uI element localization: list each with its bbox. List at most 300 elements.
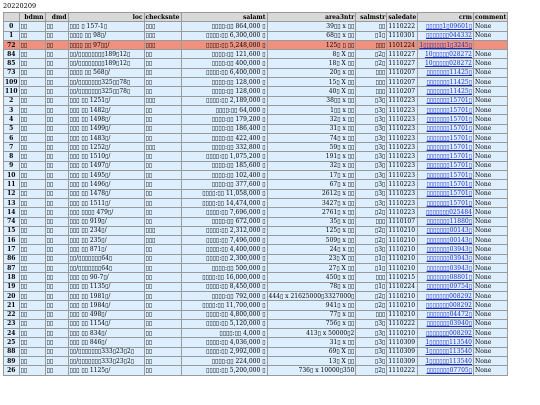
table-row[interactable] — [4, 87, 508, 96]
salamt-cell: ▯▯▯▯:▯▯ 186,400 ▯ — [181, 124, 267, 133]
row-index-cell: 24 — [4, 329, 20, 338]
saledate-cell: 1110223 — [387, 189, 418, 198]
crm-link[interactable]: ▯▯▯▯▯▯▯00143▯ — [418, 226, 474, 235]
bdmn-cell: ▯▯ — [19, 189, 45, 198]
column-header-comment[interactable]: comment — [475, 13, 507, 21]
table-row[interactable] — [4, 180, 508, 189]
saledate-cell: 1110223 — [387, 171, 418, 180]
salmstr-cell: ▯3▯ — [356, 198, 387, 207]
table-row[interactable] — [4, 254, 508, 263]
crm-link[interactable]: ▯▯▯▯▯▯▯03943▯ — [418, 245, 474, 254]
loc-cell: ▯▯▯ ▯▯ 1135▯/ — [68, 282, 144, 291]
saledate-cell: 1110222 — [387, 22, 418, 31]
checksnte-cell: ▯▯ — [144, 87, 181, 96]
row-index-cell: 72 — [4, 40, 20, 49]
salamt-cell: ▯▯▯▯:▯▯ 2,992,000 ▯ — [181, 347, 267, 356]
salmstr-cell: ▯2▯ — [356, 291, 387, 300]
row-index-cell: 14 — [4, 208, 20, 217]
checksnte-cell: ▯▯ — [144, 189, 181, 198]
crm-link[interactable]: ▯▯▯▯▯▯▯11425▯ — [418, 68, 474, 77]
checksnte-cell: ▯▯ — [144, 152, 181, 161]
dmd-cell: ▯▯ — [45, 78, 68, 87]
dmd-cell: ▯▯ — [45, 329, 68, 338]
row-index-cell: 23 — [4, 319, 20, 328]
dmd-cell: ▯▯ — [45, 161, 68, 170]
salmstr-cell: ▯2▯ — [356, 301, 387, 310]
loc-cell: ▯▯▯ ▯▯ 1984▯/ — [68, 301, 144, 310]
table-row[interactable] — [4, 161, 508, 170]
saledate-cell: 1110222 — [387, 366, 418, 375]
page-title: 20220209 — [3, 2, 37, 10]
saledate-cell: 1110309 — [387, 338, 418, 347]
salamt-cell: ▯▯▯▯:▯▯ 11,700,000 ▯ — [181, 301, 267, 310]
dmd-cell: ▯▯ — [45, 143, 68, 152]
loc-cell: ▯▯▯ ▯▯ 498▯/ — [68, 310, 144, 319]
loc-cell: ▯▯▯ ▯▯▯▯ 479▯/ — [68, 208, 144, 217]
comment-cell: None — [474, 78, 508, 87]
salmstr-cell: ▯3▯ — [356, 143, 387, 152]
comment-cell: None — [474, 189, 508, 198]
checksnte-cell: ▯▯ — [144, 338, 181, 347]
salamt-cell: ▯▯▯▯:▯▯ 4,400,000 ▯ — [181, 245, 267, 254]
checksnte-cell: ▯▯ — [144, 68, 181, 77]
loc-cell: ▯▯▯ ▯ 157-1▯ — [68, 22, 144, 31]
crm-link[interactable]: ▯▯▯▯▯▯▯15701▯ — [418, 171, 474, 180]
salmstr-cell: ▯3▯ — [356, 96, 387, 105]
dmd-cell: ▯▯ — [45, 124, 68, 133]
salmstr-cell: ▯3▯ — [356, 124, 387, 133]
table-row[interactable] — [4, 291, 508, 300]
row-index-cell: 17 — [4, 245, 20, 254]
area-cell: 32▯ x ▯▯ — [267, 161, 356, 170]
crm-link[interactable]: ▯▯▯▯▯▯▯11880▯ — [418, 217, 474, 226]
crm-link[interactable]: 1▯▯▯▯▯▯113540 — [418, 338, 474, 347]
area-cell: 1▯▯ x ▯▯ — [267, 105, 356, 114]
bdmn-cell: ▯▯ — [19, 68, 45, 77]
row-index-cell: 20 — [4, 291, 20, 300]
row-index-cell: 110 — [5, 88, 18, 96]
saledate-cell: 1110210 — [387, 245, 418, 254]
bdmn-cell: ▯▯ — [19, 226, 45, 235]
area-cell: 450▯ x ▯▯ — [267, 273, 356, 282]
table-row[interactable] — [4, 78, 508, 87]
dmd-cell: ▯▯ — [45, 217, 68, 226]
table-row[interactable] — [4, 217, 508, 226]
table-row[interactable] — [4, 356, 508, 365]
row-index-cell: 8 — [4, 152, 20, 161]
dmd-cell: ▯▯ — [45, 171, 68, 180]
bdmn-cell: ▯▯ — [19, 152, 45, 161]
dmd-cell: ▯▯ — [45, 356, 68, 365]
crm-link[interactable]: ▯▯▯▯▯▯▯15701▯ — [418, 161, 474, 170]
salamt-cell: ▯▯▯▯:▯▯ 7,496,000 ▯ — [181, 236, 267, 245]
loc-cell: ▯▯▯ ▯▯ 235▯/ — [68, 236, 144, 245]
salmstr-cell: ▯2▯ — [356, 226, 387, 235]
bdmn-cell: ▯▯ — [19, 301, 45, 310]
dmd-cell: ▯▯ — [45, 264, 68, 273]
loc-cell: ▯▯▯ ▯▯ 846▯/ — [68, 338, 144, 347]
area-cell: 736▯ x 10000▯350 — [267, 366, 356, 375]
salmstr-cell: ▯2▯ — [356, 208, 387, 217]
salamt-cell: ▯▯▯▯:▯▯ 128,000 ▯ — [181, 87, 267, 96]
dmd-cell: ▯▯ — [45, 152, 68, 161]
saledate-cell: 1110223 — [387, 96, 418, 105]
table-row[interactable] — [4, 245, 508, 254]
crm-link[interactable]: ▯▯▯▯▯▯▯15701▯ — [418, 124, 474, 133]
row-index-cell: 2 — [4, 96, 20, 105]
area-cell: 15▯ X ▯▯ — [267, 78, 356, 87]
loc-cell: ▯▯▯ ▯▯ 919▯/ — [68, 217, 144, 226]
table-row[interactable] — [4, 338, 508, 347]
table-row[interactable] — [4, 50, 508, 59]
crm-link[interactable]: ▯▯▯▯▯▯▯008292 — [418, 329, 474, 338]
bdmn-cell: ▯▯ — [19, 366, 45, 375]
salmstr-cell: ▯3▯ — [356, 161, 387, 170]
table-row[interactable] — [4, 124, 508, 133]
table-row[interactable] — [4, 273, 508, 282]
column-header-salmstr[interactable]: salmstr — [356, 13, 387, 22]
saledate-cell: 1110210 — [387, 291, 418, 300]
crm-link[interactable]: ▯▯▯▯▯▯▯15701▯ — [418, 115, 474, 124]
comment-cell: None — [474, 133, 508, 142]
crm-link[interactable]: 1▯▯▯▯▯▯113540 — [418, 356, 474, 365]
checksnte-cell: ▯▯ — [144, 78, 181, 87]
table-row[interactable] — [4, 133, 508, 142]
salamt-cell: ▯▯▯▯:▯▯ 185,600 ▯ — [181, 161, 267, 170]
column-header-dmd[interactable]: dmd — [45, 13, 68, 22]
salamt-cell: ▯▯▯▯:▯▯ 5,120,000 ▯ — [181, 319, 267, 328]
salamt-cell: ▯▯▯▯:▯▯ 4,000 ▯ — [181, 329, 267, 338]
bdmn-cell: ▯▯ — [19, 96, 45, 105]
crm-link[interactable]: ▯▯▯▯▯▯▯03943▯ — [418, 254, 474, 263]
bdmn-cell: ▯▯ — [19, 124, 45, 133]
comment-cell: None — [474, 31, 508, 40]
salmstr-cell: ▯3▯ — [356, 189, 387, 198]
comment-cell: None — [474, 198, 508, 207]
crm-link[interactable]: ▯▯▯▯▯▯▯15701▯ — [418, 180, 474, 189]
row-index-cell: 21 — [4, 301, 20, 310]
saledate-cell: 1110223 — [387, 208, 418, 217]
salmstr-cell: ▯1▯ — [356, 31, 387, 40]
salmstr-cell: ▯▯▯ — [356, 87, 387, 96]
table-row[interactable] — [4, 319, 508, 328]
loc-cell: ▯▯/▯▯▯▯▯▯▯▯189▯12▯ — [68, 59, 144, 68]
area-cell: 78▯ x ▯▯ — [267, 282, 356, 291]
loc-cell: ▯▯/▯▯▯▯▯▯▯325▯▯78▯ — [68, 78, 144, 87]
crm-link[interactable]: ▯▯▯▯▯▯▯15701▯ — [418, 152, 474, 161]
checksnte-cell: ▯▯ — [144, 319, 181, 328]
row-index-cell: 26 — [4, 366, 20, 375]
row-index-cell: 3 — [4, 105, 20, 114]
column-header-area3ntr[interactable]: area3ntr — [267, 13, 356, 22]
table-row[interactable] — [4, 96, 508, 105]
salamt-cell: ▯▯▯▯:▯▯ 332,800 ▯ — [181, 143, 267, 152]
comment-cell: None — [474, 291, 508, 300]
loc-cell: ▯▯▯ ▯▯ 1251▯/ — [68, 96, 144, 105]
area-cell: 125▯ ▯ ▯▯ — [267, 40, 356, 49]
dmd-cell: ▯▯ — [45, 319, 68, 328]
row-index-cell: 84 — [4, 50, 20, 59]
table-row[interactable] — [4, 189, 508, 198]
crm-link[interactable]: ▯▯▯▯▯▯▯03943▯ — [418, 264, 474, 273]
area-cell: 68▯▯ x ▯▯ — [267, 31, 356, 40]
table-row[interactable] — [4, 208, 508, 217]
loc-cell: ▯▯▯▯ ▯▯ 568▯/ — [68, 68, 144, 77]
header-row — [4, 13, 508, 22]
salmstr-cell: ▯3▯ — [356, 105, 387, 114]
table-body — [4, 22, 508, 375]
dmd-cell: ▯▯ — [45, 347, 68, 356]
bdmn-cell: ▯▯ — [19, 217, 45, 226]
checksnte-cell: ▯▯ — [144, 366, 181, 375]
salmstr-cell: ▯▯▯ — [356, 78, 387, 87]
area-cell: 38▯▯ x ▯▯ — [267, 96, 356, 105]
comment-cell: None — [474, 236, 508, 245]
crm-link[interactable]: ▯▯▯▯▯▯▯09754▯ — [418, 282, 474, 291]
crm-link[interactable]: ▯▯▯▯▯▯▯044332 — [418, 31, 474, 40]
comment-cell: None — [474, 180, 508, 189]
crm-link[interactable]: 1▯▯▯▯▯▯113540 — [418, 347, 474, 356]
crm-link[interactable]: ▯▯▯▯▯1▯09601▯ — [418, 22, 474, 31]
bdmn-cell: ▯▯ — [19, 161, 45, 170]
table-row[interactable] — [4, 68, 508, 77]
crm-link[interactable]: ▯▯▯▯▯▯▯008292 — [418, 301, 474, 310]
table-row[interactable] — [4, 31, 508, 40]
salmstr-cell: ▯1▯ — [356, 254, 387, 263]
crm-link[interactable]: ▯▯▯▯▯▯▯03940▯ — [418, 319, 474, 328]
area-cell: 69▯ X ▯▯ — [267, 347, 356, 356]
salamt-cell: ▯▯▯▯:▯▯ 4,036,000 ▯ — [181, 338, 267, 347]
bdmn-cell: ▯▯ — [19, 254, 45, 263]
crm-link[interactable]: ▯▯▯▯▯▯▯025484 — [418, 208, 474, 217]
salamt-cell: ▯▯▯▯:▯▯ 224,000 ▯ — [181, 356, 267, 365]
column-header-bdmn[interactable]: bdmn — [19, 13, 45, 22]
bdmn-cell: ▯▯ — [19, 180, 45, 189]
loc-cell: ▯▯/▯▯▯▯▯▯▯325▯▯78▯ — [68, 87, 144, 96]
saledate-cell: 1110210 — [387, 226, 418, 235]
salamt-cell: ▯▯▯▯:▯▯ 1,075,200 ▯ — [181, 152, 267, 161]
row-index-cell: 25 — [4, 338, 20, 347]
salamt-cell: ▯▯▯▯:▯▯ 864,000 ▯ — [181, 22, 267, 31]
crm-link[interactable]: 10▯▯▯▯▯028272 — [418, 50, 474, 59]
bdmn-cell: ▯▯ — [19, 171, 45, 180]
area-cell: 18▯ X ▯▯ — [267, 59, 356, 68]
column-header-checksnte[interactable]: checksnte — [145, 13, 180, 21]
area-cell: 13▯ X ▯▯ — [267, 356, 356, 365]
area-cell: 39▯▯ x ▯▯ — [267, 22, 356, 31]
checksnte-cell: ▯▯▯ — [144, 236, 181, 245]
row-index-cell: 86 — [4, 254, 20, 263]
bdmn-cell: ▯▯ — [19, 338, 45, 347]
comment-cell: None — [474, 171, 508, 180]
loc-cell: ▯▯/▯▯▯▯▯▯▯333▯23▯2▯ — [68, 356, 144, 365]
checksnte-cell: ▯▯ — [144, 264, 181, 273]
column-header-crm[interactable]: crm — [418, 13, 474, 22]
salmstr-cell: ▯3▯ — [356, 171, 387, 180]
checksnte-cell: ▯▯ — [144, 198, 181, 207]
salamt-cell: ▯▯▯▯:▯▯ 11,058,000 ▯ — [181, 189, 267, 198]
checksnte-cell: ▯▯ — [144, 59, 181, 68]
crm-link[interactable]: ▯▯▯▯▯▯▯08801▯ — [418, 273, 474, 282]
bdmn-cell: ▯▯ — [19, 115, 45, 124]
comment-cell: None — [474, 115, 508, 124]
loc-cell: ▯▯▯ ▯▯ 234▯/ — [68, 226, 144, 235]
dmd-cell: ▯▯ — [45, 291, 68, 300]
comment-cell: None — [474, 226, 508, 235]
area-cell: 941▯ x ▯▯ — [267, 301, 356, 310]
saledate-cell: 1110301 — [387, 31, 418, 40]
salmstr-cell: ▯▯▯ — [356, 310, 387, 319]
row-index-cell: 11 — [4, 180, 20, 189]
salamt-cell: ▯▯▯▯:▯▯ 128,000 ▯ — [181, 78, 267, 87]
crm-link[interactable]: ▯▯▯▯▯▯▯008292 — [418, 291, 474, 300]
salmstr-cell: ▯▯▯ — [356, 273, 387, 282]
area-cell: 20▯ x ▯▯ — [267, 68, 356, 77]
salamt-cell: ▯▯▯▯:▯▯ 6,300,000 ▯ — [181, 31, 267, 40]
salamt-cell: ▯▯▯▯:▯▯ 377,600 ▯ — [181, 180, 267, 189]
dmd-cell: ▯▯ — [45, 115, 68, 124]
area-cell: 24▯ x ▯▯ — [267, 245, 356, 254]
dmd-cell: ▯▯ — [45, 31, 68, 40]
saledate-cell: 1110223 — [387, 161, 418, 170]
comment-cell: None — [474, 338, 508, 347]
checksnte-cell: ▯▯ — [144, 254, 181, 263]
loc-cell: ▯▯▯▯ ▯▯ 97▯▯/ — [68, 40, 144, 49]
column-header-index[interactable] — [4, 13, 20, 22]
dmd-cell: ▯▯ — [45, 301, 68, 310]
dmd-cell: ▯▯ — [45, 236, 68, 245]
comment-cell: None — [474, 366, 508, 375]
loc-cell: ▯▯▯ ▯▯ 1478▯/ — [68, 189, 144, 198]
crm-link[interactable]: 10▯▯▯▯▯028272 — [418, 59, 474, 68]
salmstr-cell: ▯2▯ — [356, 236, 387, 245]
table-row[interactable] — [4, 264, 508, 273]
area-cell: 17▯ x ▯▯ — [267, 171, 356, 180]
table-row[interactable] — [4, 59, 508, 68]
checksnte-cell: ▯▯ — [144, 291, 181, 300]
comment-cell: None — [474, 50, 508, 59]
area-cell: 3427▯ x ▯▯ — [267, 198, 356, 207]
bdmn-cell: ▯▯ — [19, 87, 45, 96]
dmd-cell: ▯▯ — [45, 68, 68, 77]
column-header-saledate[interactable]: saledate — [388, 13, 417, 21]
crm-link[interactable]: ▯▯▯▯▯▯▯00143▯ — [418, 236, 474, 245]
checksnte-cell: ▯▯ — [144, 161, 181, 170]
table-row[interactable] — [4, 329, 508, 338]
salmstr-cell: ▯2▯ — [356, 366, 387, 375]
column-header-loc[interactable]: loc — [68, 13, 144, 22]
table-row[interactable] — [4, 301, 508, 310]
comment-cell: None — [474, 319, 508, 328]
crm-link[interactable]: ▯▯▯▯▯▯▯15701▯ — [418, 105, 474, 114]
comment-cell: None — [474, 22, 508, 31]
salmstr-cell: ▯▯ — [356, 22, 387, 31]
table-row[interactable] — [4, 143, 508, 152]
area-cell: 31▯ x ▯▯ — [267, 124, 356, 133]
crm-link[interactable]: ▯▯▯▯▯▯▯11425▯ — [418, 87, 474, 96]
column-header-salamt[interactable]: salamt — [181, 13, 267, 22]
table-row[interactable] — [4, 282, 508, 291]
table-row[interactable] — [4, 22, 508, 31]
checksnte-cell: ▯▯ — [144, 171, 181, 180]
salamt-cell: ▯▯▯▯:▯▯ 16,000,000 ▯ — [181, 273, 267, 282]
table-row[interactable] — [4, 198, 508, 207]
table-row[interactable] — [4, 236, 508, 245]
salmstr-cell: ▯▯▯ — [356, 217, 387, 226]
bdmn-cell: ▯▯ — [19, 245, 45, 254]
table-row[interactable] — [4, 310, 508, 319]
table-row[interactable] — [4, 171, 508, 180]
loc-cell: ▯▯▯ ▯▯ 1495▯/ — [68, 171, 144, 180]
crm-link[interactable]: ▯▯▯▯▯▯▯15701▯ — [418, 198, 474, 207]
bdmn-cell: ▯▯ — [19, 236, 45, 245]
row-index-cell: 85 — [4, 59, 20, 68]
row-index-cell: 16 — [4, 236, 20, 245]
checksnte-cell: ▯▯▯ — [144, 143, 181, 152]
checksnte-cell: ▯▯ — [144, 217, 181, 226]
crm-link[interactable]: ▯▯▯▯▯▯▯04472▯ — [418, 310, 474, 319]
crm-link[interactable]: ▯▯▯▯▯▯▯15701▯ — [418, 189, 474, 198]
table-row[interactable] — [4, 105, 508, 114]
table-row[interactable] — [4, 152, 508, 161]
dmd-cell: ▯▯ — [45, 180, 68, 189]
comment-cell: None — [474, 59, 508, 68]
comment-cell: None — [474, 217, 508, 226]
dmd-cell: ▯▯ — [45, 208, 68, 217]
crm-link[interactable]: ▯▯▯▯▯▯▯15701▯ — [418, 143, 474, 152]
checksnte-cell: ▯▯ — [144, 347, 181, 356]
table-row[interactable] — [4, 347, 508, 356]
loc-cell: ▯▯▯▯ ▯▯ 98▯/ — [68, 31, 144, 40]
comment-cell: None — [474, 208, 508, 217]
loc-cell: ▯▯▯ ▯▯ 1496▯/ — [68, 180, 144, 189]
loc-cell: ▯▯▯ ▯▯ 1483▯/ — [68, 133, 144, 142]
checksnte-cell: ▯▯ — [144, 282, 181, 291]
salmstr-cell: ▯2▯ — [356, 50, 387, 59]
dmd-cell: ▯▯ — [45, 226, 68, 235]
loc-cell: ▯▯▯ ▯▯ 1981▯/ — [68, 291, 144, 300]
comment-cell: None — [474, 124, 508, 133]
area-cell: 413▯ x 50000▯2 — [267, 329, 356, 338]
salmstr-cell: ▯3▯ — [356, 180, 387, 189]
saledate-cell: 1110224 — [387, 282, 418, 291]
row-index-cell: 5 — [4, 124, 20, 133]
saledate-cell: 1110223 — [387, 115, 418, 124]
saledate-cell: 1110210 — [387, 329, 418, 338]
row-index-cell: 12 — [4, 189, 20, 198]
crm-link[interactable]: ▯▯▯▯▯▯▯15701▯ — [418, 133, 474, 142]
table-row[interactable] — [4, 115, 508, 124]
saledate-cell: 1110223 — [387, 198, 418, 207]
bdmn-cell: ▯▯ — [19, 310, 45, 319]
table-row[interactable] — [4, 226, 508, 235]
comment-cell: None — [474, 87, 508, 96]
salamt-cell: ▯▯▯▯:▯▯ 6,400,000 ▯ — [181, 68, 267, 77]
dmd-cell: ▯▯ — [45, 310, 68, 319]
checksnte-cell: ▯▯ — [144, 115, 181, 124]
crm-link[interactable]: ▯▯▯▯▯▯▯07705▯ — [418, 366, 474, 375]
crm-link[interactable]: 1▯▯▯▯▯▯▯1▯3245▯ — [419, 41, 473, 49]
table-row[interactable] — [4, 366, 508, 375]
table-row[interactable] — [4, 40, 508, 49]
saledate-cell: 1110223 — [387, 105, 418, 114]
crm-link[interactable]: ▯▯▯▯▯▯▯15701▯ — [418, 96, 474, 105]
dmd-cell: ▯▯ — [45, 245, 68, 254]
checksnte-cell: ▯▯ — [144, 50, 181, 59]
bdmn-cell: ▯▯ — [19, 78, 45, 87]
saledate-cell: 1101224 — [387, 40, 418, 49]
crm-link[interactable]: ▯▯▯▯▯▯▯11425▯ — [418, 78, 474, 87]
